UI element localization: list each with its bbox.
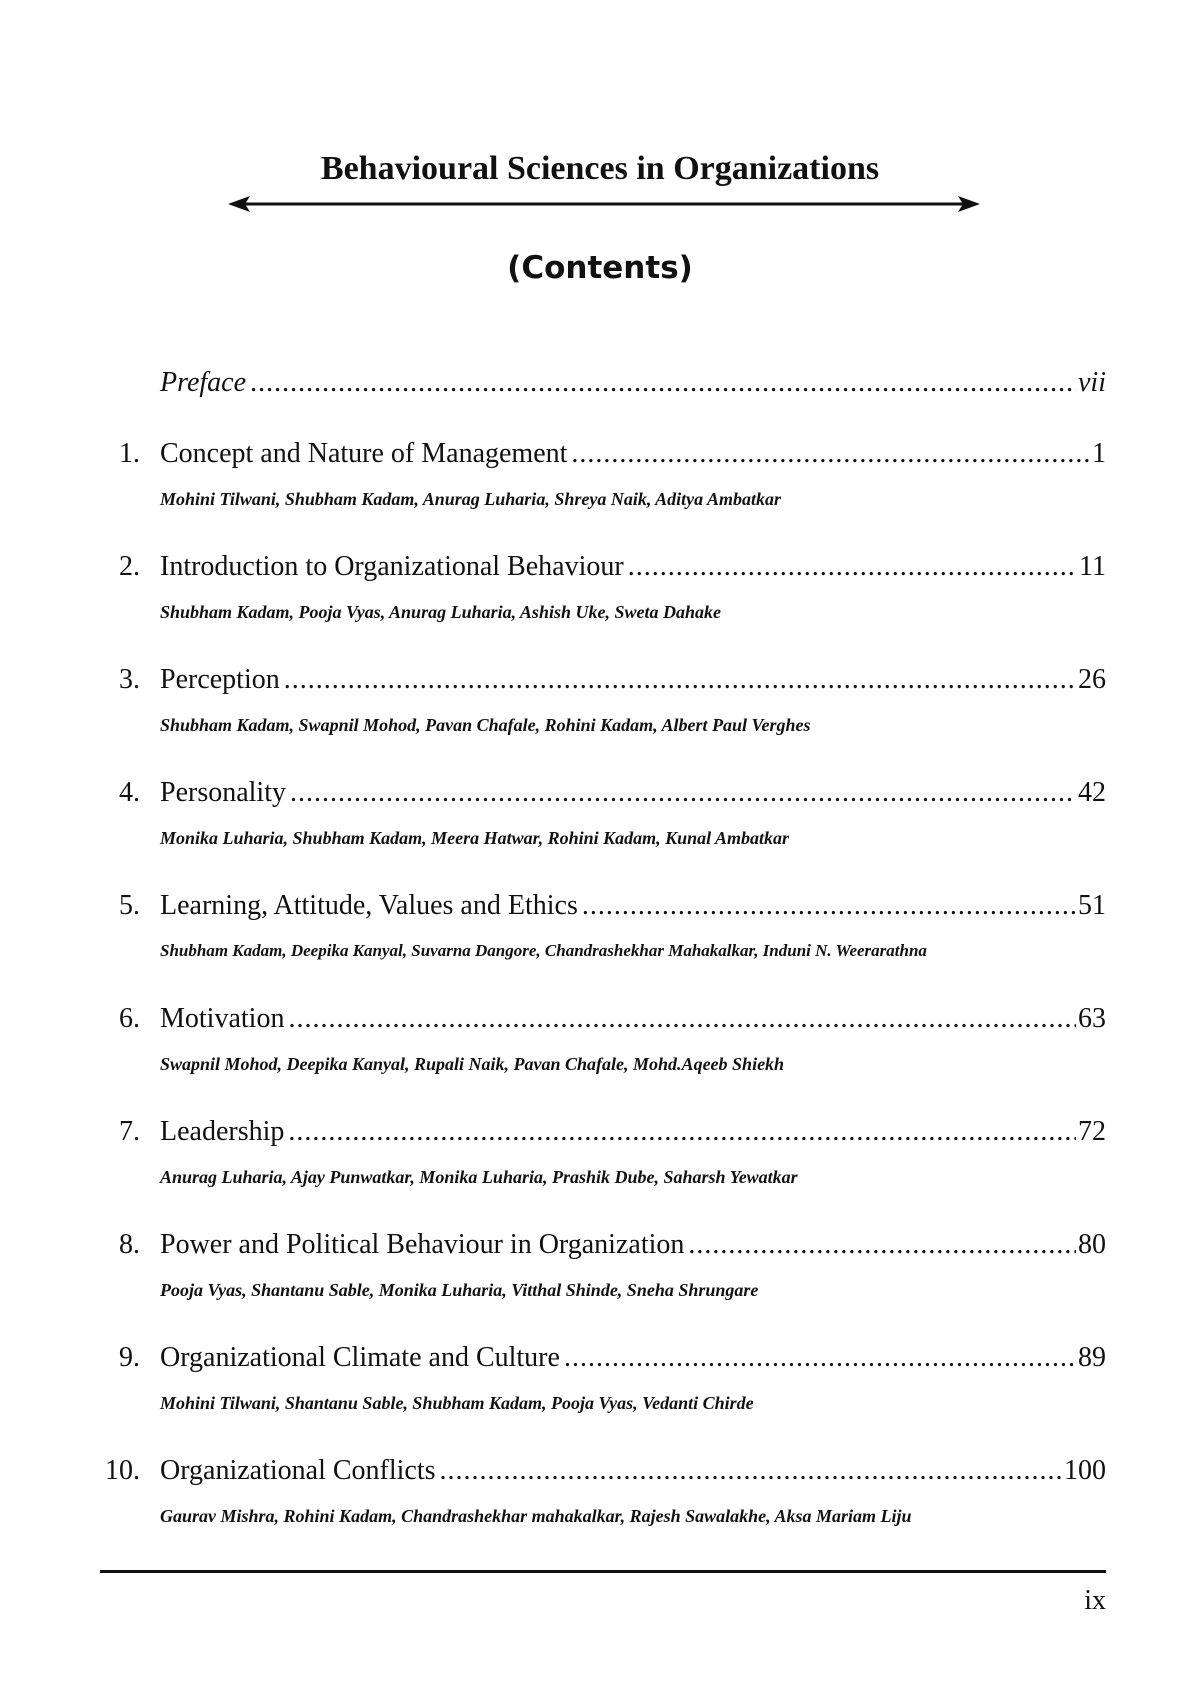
toc-entry-page: 51: [1078, 890, 1106, 921]
toc-entry-title: Power and Political Behaviour in Organization: [160, 1229, 685, 1260]
dot-leader: [571, 436, 1090, 472]
toc-entry-3[interactable]: [0, 662, 1200, 698]
toc-entry-authors: Mohini Tilwani, Shubham Kadam, Anurag Luharia, Shreya Naik, Aditya Ambatkar: [160, 489, 781, 509]
dot-leader: [582, 888, 1076, 924]
toc-entry-number: 10.: [105, 1455, 140, 1486]
toc-entry-title: Perception: [160, 664, 280, 695]
toc-entry-authors: Mohini Tilwani, Shantanu Sable, Shubham Kadam, Pooja Vyas, Vedanti Chirde: [160, 1393, 754, 1413]
dot-leader: [290, 775, 1076, 811]
toc-entry-page: 89: [1078, 1342, 1106, 1373]
toc-entry-page: 63: [1078, 1003, 1106, 1034]
toc-entry-number: 8.: [119, 1229, 140, 1260]
toc-entry-title: Preface: [160, 367, 247, 398]
dot-leader: [564, 1340, 1076, 1376]
dot-leader: [688, 1227, 1076, 1263]
toc-entry-authors: Shubham Kadam, Swapnil Mohod, Pavan Chafale, Rohini Kadam, Albert Paul Verghes: [160, 715, 811, 735]
toc-entry-page: 11: [1079, 551, 1106, 582]
dot-leader: [628, 549, 1077, 585]
toc-entry-title: Organizational Conflicts: [160, 1455, 436, 1486]
toc-entry-page: 42: [1078, 777, 1106, 808]
dot-leader: [288, 1114, 1076, 1150]
toc-entry-number: 4.: [119, 777, 140, 808]
toc-entry-page: 100: [1064, 1455, 1106, 1486]
toc-entry-number: 1.: [119, 438, 140, 469]
toc-entry-9[interactable]: [0, 1340, 1200, 1376]
toc-entry-authors: Shubham Kadam, Pooja Vyas, Anurag Luharia, Ashish Uke, Sweta Dahake: [160, 602, 721, 622]
toc-entry-5[interactable]: [0, 888, 1200, 924]
toc-entry-authors: Gaurav Mishra, Rohini Kadam, Chandrashekhar mahakalkar, Rajesh Sawalakhe, Aksa Mariam Liju: [160, 1506, 912, 1526]
toc-entry-title: Motivation: [160, 1003, 285, 1034]
dot-leader: [288, 1001, 1076, 1037]
toc-entry-authors: Pooja Vyas, Shantanu Sable, Monika Luharia, Vitthal Shinde, Sneha Shrungare: [160, 1280, 759, 1300]
toc-entry-authors: Shubham Kadam, Deepika Kanyal, Suvarna Dangore, Chandrashekhar Mahakalkar, Induni N. Weerarathna: [160, 941, 927, 960]
toc-entry-page: vii: [1078, 367, 1106, 398]
toc-entry-number: 7.: [119, 1116, 140, 1147]
dot-leader: [250, 365, 1076, 401]
toc-entry-title: Concept and Nature of Management: [160, 438, 568, 469]
toc-entry-title: Learning, Attitude, Values and Ethics: [160, 890, 578, 921]
toc-entry-number: 3.: [119, 664, 140, 695]
toc-entry-10[interactable]: [0, 1453, 1200, 1489]
toc-entry-title: Personality: [160, 777, 286, 808]
dot-leader: [440, 1453, 1062, 1489]
contents-heading: (Contents): [507, 250, 693, 286]
toc-entry-title: Leadership: [160, 1116, 285, 1147]
toc-entry-title: Introduction to Organizational Behaviour: [160, 551, 624, 582]
dot-leader: [284, 662, 1076, 698]
toc-entry-authors: Swapnil Mohod, Deepika Kanyal, Rupali Naik, Pavan Chafale, Mohd.Aqeeb Shiekh: [160, 1054, 785, 1074]
toc-entry-6[interactable]: [0, 1001, 1200, 1037]
toc-entry-page: 72: [1078, 1116, 1106, 1147]
toc-entry-authors: Anurag Luharia, Ajay Punwatkar, Monika Luharia, Prashik Dube, Saharsh Yewatkar: [160, 1167, 798, 1187]
toc-entry-page: 1: [1092, 438, 1106, 469]
toc-entry-number: 5.: [119, 890, 140, 921]
book-title: Behavioural Sciences in Organizations: [320, 150, 880, 187]
page-number: ix: [1084, 1585, 1106, 1616]
toc-entry-page: 26: [1078, 664, 1106, 695]
toc-entry-preface[interactable]: [0, 365, 1200, 401]
toc-entry-2[interactable]: [0, 549, 1200, 585]
double-arrow-rule: [228, 193, 980, 215]
toc-entry-4[interactable]: [0, 775, 1200, 811]
toc-entry-authors: Monika Luharia, Shubham Kadam, Meera Hatwar, Rohini Kadam, Kunal Ambatkar: [160, 828, 790, 848]
toc-entry-number: 6.: [119, 1003, 140, 1034]
toc-entry-page: 80: [1078, 1229, 1106, 1260]
toc-entry-number: 9.: [119, 1342, 140, 1373]
toc-entry-8[interactable]: [0, 1227, 1200, 1263]
toc-entry-title: Organizational Climate and Culture: [160, 1342, 560, 1373]
toc-entry-number: 2.: [119, 551, 140, 582]
toc-entry-1[interactable]: [0, 436, 1200, 472]
toc-entry-7[interactable]: [0, 1114, 1200, 1150]
footer-rule: [100, 1570, 1106, 1573]
